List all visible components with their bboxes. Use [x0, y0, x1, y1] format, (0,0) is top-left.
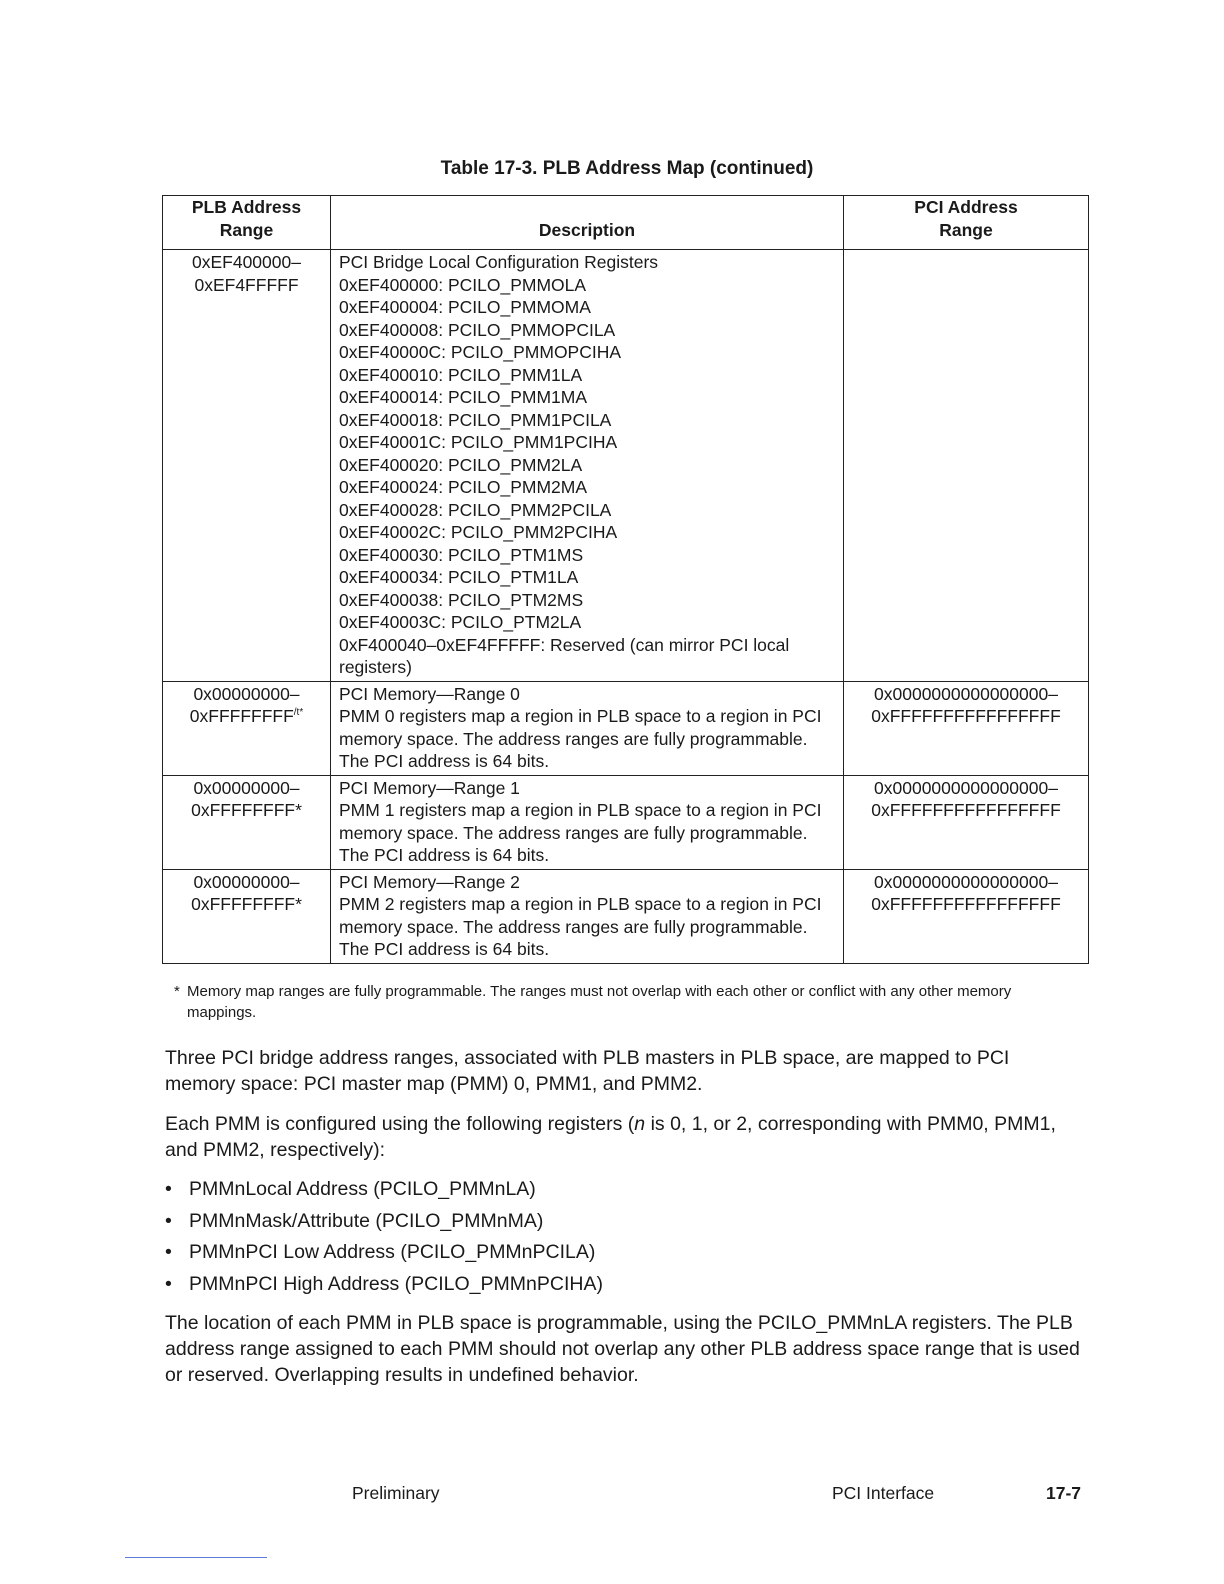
- cell-line-text: 0xEF40003C: PCILO_PTM2LA: [339, 612, 582, 632]
- cell-line-text: 0xEF400010: PCILO_PMM1LA: [339, 364, 583, 385]
- list-item-text: PMMnPCI High Address (PCILO_PMMnPCIHA): [189, 1272, 603, 1295]
- cell-plb-address-range: [163, 250, 331, 682]
- cell-line-text: 0xEF40001C: PCILO_PMM1PCIHA: [339, 432, 618, 452]
- cell-line-text: 0xEF400024: PCILO_PMM2MA: [339, 477, 588, 497]
- cell-line: [339, 296, 835, 319]
- cell-line-text: 0xFFFFFFFFFFFFFFFF: [871, 706, 1061, 726]
- cell-line: [167, 683, 326, 706]
- list-item: [165, 1271, 1065, 1303]
- cell-line-text: 0xEF400034: PCILO_PTM1LA: [339, 567, 579, 587]
- cell-line: [339, 656, 835, 679]
- header-description-label: Description: [538, 219, 636, 240]
- cell-line-text: 0xEF40000C: PCILO_PMMOPCIHA: [339, 342, 622, 362]
- cell-line: [339, 251, 835, 274]
- bullet-icon: •: [165, 1272, 172, 1295]
- cell-line-text: PCI Bridge Local Configuration Registers: [339, 252, 659, 272]
- bullet-icon: •: [165, 1241, 172, 1263]
- cell-line: [339, 893, 835, 916]
- cell-line-text: 0xEF400020: PCILO_PMM2LA: [339, 454, 583, 475]
- cell-description: [331, 681, 844, 775]
- cell-line: [339, 274, 835, 297]
- cell-line: [167, 274, 326, 297]
- cell-line-text: 0xEF400028: PCILO_PMM2PCILA: [339, 499, 612, 520]
- cell-line-text: PMM 2 registers map a region in PLB space to a region in PCI: [339, 894, 822, 914]
- table-header-row: [163, 196, 1089, 250]
- cell-line: [167, 705, 326, 728]
- list-item-text: PMMnLocal Address (PCILO_PMMnLA): [189, 1178, 536, 1200]
- footer-status: Preliminary: [352, 1483, 440, 1503]
- cell-line: [848, 799, 1084, 822]
- cell-line: [339, 319, 835, 342]
- cell-line: [339, 521, 835, 544]
- cell-description: [331, 869, 844, 963]
- cell-line: [167, 251, 326, 274]
- cell-line-text: 0x0000000000000000–: [874, 777, 1058, 798]
- cell-line: [339, 431, 835, 454]
- cell-line: [167, 777, 326, 800]
- cell-line-text: memory space. The address ranges are fully programmable.: [339, 822, 808, 843]
- cell-line: [339, 364, 835, 387]
- list-item: [165, 1208, 1065, 1240]
- plb-address-map-table: [162, 195, 1089, 964]
- cell-line: [339, 916, 835, 939]
- cell-line-text: PCI Memory—Range 2: [339, 871, 520, 892]
- footer-section: PCI Interface: [832, 1483, 935, 1503]
- cell-plb-address-range: [163, 775, 331, 869]
- cell-line: [339, 777, 835, 800]
- table-caption: Table 17-3. PLB Address Map (continued): [440, 158, 814, 179]
- cell-line-text: 0xFFFFFFFF*: [191, 800, 302, 820]
- cell-line: [167, 871, 326, 894]
- cell-pci-address-range: [844, 250, 1089, 682]
- cell-line-text: PMM 1 registers map a region in PLB space to a region in PCI: [339, 800, 822, 820]
- cell-pci-address-range: [844, 869, 1089, 963]
- table-row: [163, 869, 1089, 963]
- footer-page-number: 17-7: [1046, 1483, 1082, 1503]
- list-item-text: PMMnPCI Low Address (PCILO_PMMnPCILA): [189, 1241, 596, 1263]
- cell-line-text: memory space. The address ranges are fully programmable.: [339, 916, 808, 937]
- table-row: [163, 775, 1089, 869]
- cell-line: [339, 705, 835, 728]
- cell-line-text: 0xEF4FFFFF: [194, 274, 299, 295]
- cell-line-text: 0xEF400014: PCILO_PMM1MA: [339, 387, 588, 407]
- cell-line-text: 0xFFFFFFFF: [189, 706, 294, 726]
- cell-line-text: The PCI address is 64 bits.: [339, 939, 550, 959]
- table-footnote: [174, 981, 1074, 1023]
- header-plb-address-range: [163, 196, 331, 250]
- page-edge-rule: [125, 1557, 267, 1558]
- cell-line-text: registers): [339, 657, 412, 677]
- register-bullet-list: [165, 1176, 1065, 1302]
- cell-line: [167, 799, 326, 822]
- cell-line: [339, 750, 835, 773]
- cell-line: [339, 499, 835, 522]
- cell-line: [339, 844, 835, 867]
- cell-line: [339, 341, 835, 364]
- cell-line-text: PMM 0 registers map a region in PLB space to a region in PCI: [339, 706, 822, 726]
- cell-line-text: memory space. The address ranges are fully programmable.: [339, 728, 808, 749]
- list-item-text: PMMnMask/Attribute (PCILO_PMMnMA): [189, 1209, 544, 1232]
- list-item: [165, 1176, 1065, 1208]
- cell-line: [339, 454, 835, 477]
- cell-line-text: 0x00000000–: [193, 777, 300, 798]
- cell-line: [339, 871, 835, 894]
- cell-line-text: 0xEF400000–: [192, 252, 301, 272]
- header-description: [331, 196, 844, 250]
- cell-plb-address-range: [163, 681, 331, 775]
- cell-line: [339, 476, 835, 499]
- cell-line: [339, 566, 835, 589]
- cell-line-text: PCI Memory—Range 1: [339, 777, 520, 798]
- cell-line: [339, 589, 835, 612]
- cell-line: [339, 728, 835, 751]
- cell-description: [331, 250, 844, 682]
- cell-line-text: 0xEF400000: PCILO_PMMOLA: [339, 274, 587, 295]
- cell-line-text: 0xFFFFFFFFFFFFFFFF: [871, 894, 1061, 914]
- cell-line: [339, 799, 835, 822]
- cell-line: [339, 409, 835, 432]
- cell-line-text: 0xF400040–0xEF4FFFFF: Reserved (can mirror PCI local: [339, 634, 790, 655]
- cell-line-text: 0xEF400030: PCILO_PTM1MS: [339, 544, 584, 565]
- list-item: [165, 1239, 1065, 1271]
- cell-line: [339, 544, 835, 567]
- footnote-marker: *: [174, 983, 180, 1000]
- cell-line: [848, 893, 1084, 916]
- cell-pci-address-range: [844, 681, 1089, 775]
- header-pci-address-range: [844, 196, 1089, 250]
- cell-line-text: 0xEF400038: PCILO_PTM2MS: [339, 589, 584, 610]
- cell-line: [848, 871, 1084, 894]
- bullet-icon: •: [165, 1209, 172, 1232]
- paragraph-pmm-overview: Three PCI bridge address ranges, associated with PLB masters in PLB space, are mapped to PCI memory space: PCI master map (PMM) 0, PMM1, and PMM2.: [165, 1047, 1010, 1095]
- cell-line-text: 0x00000000–: [193, 683, 300, 704]
- cell-line-text: 0xEF400008: PCILO_PMMOPCILA: [339, 319, 616, 340]
- table-row: [163, 250, 1089, 682]
- footnote-reference-mark: /t*: [293, 707, 304, 719]
- cell-line-text: PCI Memory—Range 0: [339, 683, 520, 704]
- cell-line: [339, 634, 835, 657]
- cell-line: [339, 386, 835, 409]
- cell-line-text: 0xFFFFFFFFFFFFFFFF: [871, 800, 1061, 820]
- cell-line: [339, 611, 835, 634]
- cell-line-text: 0x0000000000000000–: [874, 683, 1058, 704]
- cell-pci-address-range: [844, 775, 1089, 869]
- header-plb-line1: PLB Address: [191, 197, 302, 217]
- cell-line-text: 0xEF400004: PCILO_PMMOMA: [339, 297, 591, 317]
- cell-line-text: 0xEF40002C: PCILO_PMM2PCIHA: [339, 522, 618, 542]
- cell-line-text: The PCI address is 64 bits.: [339, 845, 550, 865]
- cell-line: [848, 683, 1084, 706]
- cell-line: [848, 777, 1084, 800]
- cell-line-text: 0xFFFFFFFF*: [191, 894, 302, 914]
- paragraph-pmm-location: The location of each PMM in PLB space is programmable, using the PCILO_PMMnLA registers. The PLB address range assigned to each PMM should not overlap any other PLB address space range that is used or reserved. Overlapping results in undefined behavior.: [165, 1312, 1080, 1386]
- bullet-icon: •: [165, 1178, 172, 1200]
- cell-line-text: 0xEF400018: PCILO_PMM1PCILA: [339, 409, 612, 430]
- cell-line: [848, 705, 1084, 728]
- paragraph-pmm-registers-before: Each PMM is configured using the following registers (: [165, 1113, 635, 1135]
- paragraph-pmm-registers-italic: n: [634, 1113, 646, 1135]
- cell-line-text: 0x00000000–: [193, 871, 300, 892]
- cell-description: [331, 775, 844, 869]
- header-pci-line2: Range: [939, 219, 993, 240]
- table-body: [163, 250, 1089, 964]
- footnote-text: Memory map ranges are fully programmable. The ranges must not overlap with each other or conflict with any other memory mappings.: [187, 983, 1012, 1021]
- cell-line: [167, 893, 326, 916]
- cell-line: [339, 822, 835, 845]
- paragraph-pmm-registers: [165, 1111, 1085, 1163]
- table-row: [163, 681, 1089, 775]
- paragraph-pmm-registers-after: is 0, 1, or 2, corresponding with PMM0, PMM1, and PMM2, respectively):: [165, 1113, 1056, 1161]
- header-plb-line2: Range: [219, 219, 274, 240]
- cell-line: [339, 938, 835, 961]
- cell-plb-address-range: [163, 869, 331, 963]
- cell-line: [339, 683, 835, 706]
- cell-line-text: The PCI address is 64 bits.: [339, 751, 550, 771]
- cell-line-text: 0x0000000000000000–: [874, 871, 1058, 892]
- header-pci-line1: PCI Address: [914, 197, 1018, 217]
